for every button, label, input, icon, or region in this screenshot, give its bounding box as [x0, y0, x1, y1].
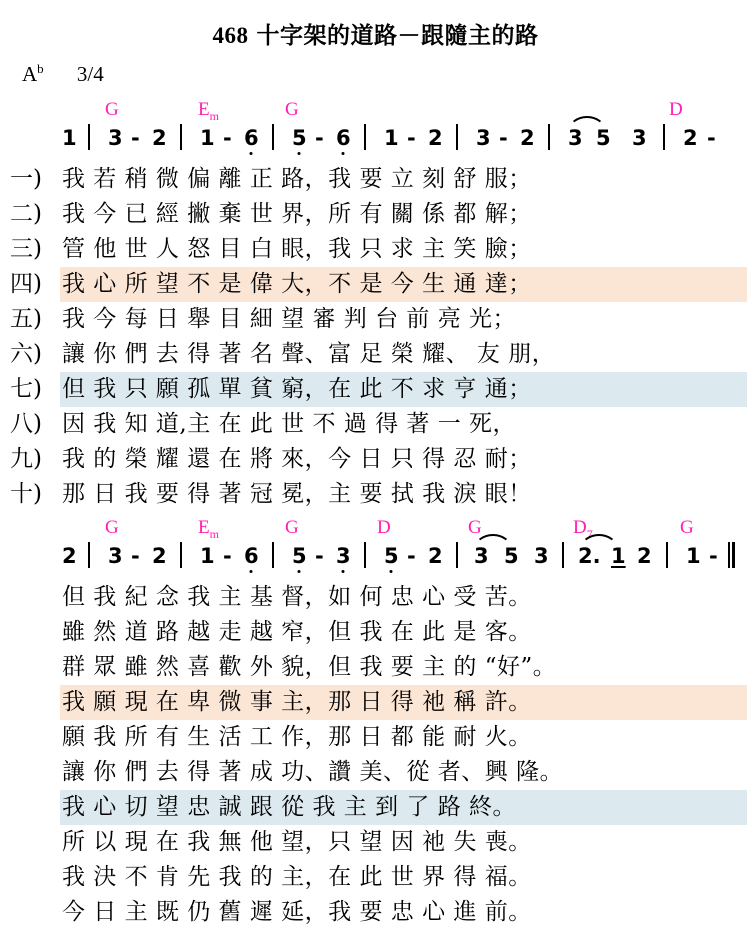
- note: 3: [632, 126, 647, 150]
- note-dash: -: [315, 126, 324, 150]
- chord-symbol: G: [105, 517, 119, 538]
- barline: [180, 124, 182, 150]
- chord-line-2: [0, 518, 751, 542]
- note: 2: [428, 126, 443, 150]
- lyric-line: [0, 197, 751, 232]
- lyric-text: 但 我 只 願 孤 單 貧 窮，在 此 不 求 亨 通；: [62, 376, 532, 402]
- chord-symbol: D: [377, 517, 391, 538]
- chord-line-1: [0, 100, 751, 124]
- note-line-1: [0, 124, 751, 158]
- lyric-text: 管 他 世 人 怒 目 白 眼，我 只 求 主 笑 臉；: [62, 236, 532, 262]
- note: 1: [384, 126, 399, 150]
- barline: [364, 542, 366, 568]
- note-dash: -: [131, 126, 140, 150]
- note: 3: [474, 544, 489, 568]
- final-barline: [728, 542, 730, 568]
- lyric-text: 我 心 所 望 不 是 偉 大，不 是 今 生 通 達；: [62, 271, 532, 297]
- chord-symbol: G: [105, 99, 119, 120]
- chord-symbol: $D_7$: [573, 517, 593, 541]
- verse-number: 九): [10, 446, 42, 472]
- verse-number: 三): [10, 236, 42, 262]
- key-meter-row: [0, 62, 751, 90]
- note-dash: -: [707, 126, 716, 150]
- barline: [456, 124, 458, 150]
- lyric-line: [0, 267, 751, 302]
- barline: [548, 124, 550, 150]
- lyric-line: [0, 790, 751, 825]
- lyrics-bottom: [0, 580, 751, 930]
- key-signature: [22, 62, 44, 86]
- verse-number: 七): [10, 376, 42, 402]
- note-dash: -: [709, 544, 718, 568]
- note-dash: -: [223, 126, 232, 150]
- note: 1: [686, 544, 701, 568]
- lyric-text: 願 我 所 有 生 活 工 作，那 日 都 能 耐 火。: [62, 724, 532, 750]
- lyric-line: [0, 755, 751, 790]
- lyric-text: 我 若 稍 微 偏 離 正 路，我 要 立 刻 舒 服；: [62, 166, 532, 192]
- note: 2: [683, 126, 698, 150]
- verse-number: 二): [10, 201, 42, 227]
- staff-line-2: [0, 518, 751, 576]
- note-dash: -: [499, 126, 508, 150]
- page-title: [0, 0, 751, 50]
- verse-number: 八): [10, 411, 42, 437]
- chord-symbol: G: [285, 99, 299, 120]
- lyric-text: 雖 然 道 路 越 走 越 窄，但 我 在 此 是 客。: [62, 619, 532, 645]
- lyric-line: [0, 825, 751, 860]
- lyric-line: [0, 580, 751, 615]
- lyric-text: 我 今 每 日 舉 目 細 望 審 判 台 前 亮 光；: [62, 306, 517, 332]
- verse-number: 十): [10, 481, 42, 507]
- pickup-note: 1: [62, 126, 77, 150]
- note-low-octave: 5: [384, 544, 399, 568]
- lyric-text: 但 我 紀 念 我 主 基 督，如 何 忠 心 受 苦。: [62, 584, 532, 610]
- note-low-octave: 3: [336, 544, 351, 568]
- note-dash: -: [407, 126, 416, 150]
- chord-symbol: $E_m$: [198, 517, 219, 541]
- verse-number: 一): [10, 166, 42, 192]
- lyric-line: [0, 162, 751, 197]
- note-low-octave: 5: [292, 544, 307, 568]
- barline: [88, 124, 90, 150]
- note-dotted: 2.: [578, 544, 601, 568]
- chord-symbol: $E_m$: [198, 99, 219, 123]
- barline: [180, 542, 182, 568]
- lyric-text: 我 決 不 肯 先 我 的 主，在 此 世 界 得 福。: [62, 864, 532, 890]
- note-low-octave: 6: [244, 544, 259, 568]
- chord-symbol: G: [680, 517, 694, 538]
- note-dash: -: [315, 544, 324, 568]
- note-dash: -: [223, 544, 232, 568]
- barline: [272, 542, 274, 568]
- verse-number: 六): [10, 341, 42, 367]
- lyric-line: [0, 650, 751, 685]
- lyric-line: [0, 895, 751, 930]
- lyric-text: 我 願 現 在 卑 微 事 主，那 日 得 祂 稱 許。: [62, 689, 532, 715]
- note: 2: [152, 544, 167, 568]
- note: 5: [504, 544, 519, 568]
- note: 3: [108, 126, 123, 150]
- note: 2: [152, 126, 167, 150]
- pickup-note: 2: [62, 544, 77, 568]
- key-accidental-flat-icon: b: [37, 61, 44, 76]
- verse-number: 四): [10, 271, 42, 297]
- lyric-line: [0, 477, 751, 512]
- note: 1: [200, 126, 215, 150]
- lyric-line: [0, 372, 751, 407]
- barline: [666, 542, 668, 568]
- hymn-title-text: 十字架的道路－跟隨主的路: [256, 23, 539, 48]
- chord-symbol: G: [468, 517, 482, 538]
- lyric-line: [0, 442, 751, 477]
- lyric-text: 我 的 榮 耀 還 在 將 來，今 日 只 得 忍 耐；: [62, 446, 532, 472]
- lyric-line: [0, 337, 751, 372]
- barline: [663, 124, 665, 150]
- barline: [272, 124, 274, 150]
- note-low-octave: 5: [292, 126, 307, 150]
- lyric-text: 我 今 已 經 撇 棄 世 界，所 有 關 係 都 解；: [62, 201, 532, 227]
- chord-symbol: D: [669, 99, 683, 120]
- lyric-line: [0, 720, 751, 755]
- barline: [456, 542, 458, 568]
- note: 3: [476, 126, 491, 150]
- lyric-text: 所 以 現 在 我 無 他 望，只 望 因 祂 失 喪。: [62, 829, 532, 855]
- note: 2: [637, 544, 652, 568]
- note: 2: [520, 126, 535, 150]
- note: 3: [108, 544, 123, 568]
- verse-number: 五): [10, 306, 42, 332]
- lyrics-top: [0, 162, 751, 512]
- staff-line-1: [0, 100, 751, 158]
- note-dash: -: [407, 544, 416, 568]
- lyric-text: 讓 你 們 去 得 著 成 功、讚 美、從 者、興 隆。: [62, 759, 564, 785]
- note-dash: -: [131, 544, 140, 568]
- lyric-text: 讓 你 們 去 得 著 名 聲、富 足 榮 耀、 友 朋，: [62, 341, 556, 367]
- key-letter: A: [22, 62, 38, 86]
- note-sixteenth: 1: [611, 544, 626, 568]
- note-low-octave: 6: [244, 126, 259, 150]
- chord-symbol: G: [285, 517, 299, 538]
- note-line-2: [0, 542, 751, 576]
- lyric-line: [0, 860, 751, 895]
- lyric-text: 那 日 我 要 得 著 冠 冕，主 要 拭 我 淚 眼！: [62, 481, 532, 507]
- barline: [364, 124, 366, 150]
- lyric-text: 我 心 切 望 忠 誠 跟 從 我 主 到 了 路 終。: [62, 794, 517, 820]
- note-low-octave: 6: [336, 126, 351, 150]
- note: 5: [596, 126, 611, 150]
- barline: [562, 542, 564, 568]
- note: 3: [568, 126, 583, 150]
- lyric-text: 因 我 知 道,主 在 此 世 不 過 得 著 一 死，: [62, 411, 517, 437]
- lyric-line: [0, 615, 751, 650]
- barline: [88, 542, 90, 568]
- lyric-text: 今 日 主 既 仍 舊 遲 延，我 要 忠 心 進 前。: [62, 899, 532, 925]
- note: 1: [200, 544, 215, 568]
- lyric-text: 群 眾 雖 然 喜 歡 外 貌，但 我 要 主 的 “好”。: [62, 654, 557, 680]
- lyric-line: [0, 302, 751, 337]
- lyric-line: [0, 407, 751, 442]
- note: 3: [534, 544, 549, 568]
- hymn-number: 468: [212, 23, 249, 48]
- lyric-line: [0, 685, 751, 720]
- note: 2: [428, 544, 443, 568]
- time-signature: 3/4: [76, 62, 104, 86]
- lyric-line: [0, 232, 751, 267]
